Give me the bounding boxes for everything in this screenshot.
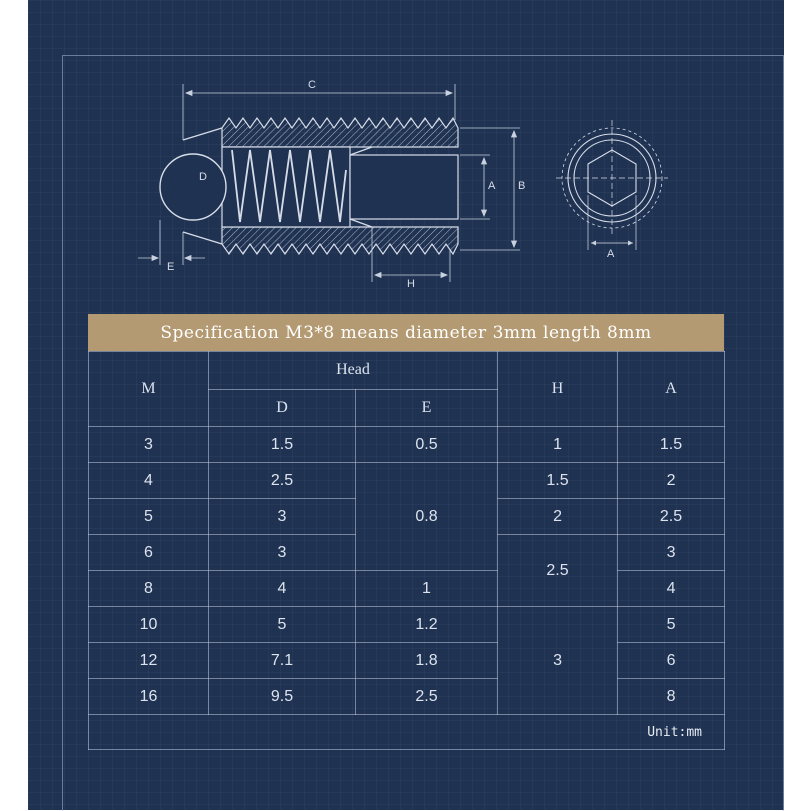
label-b: B: [518, 180, 526, 192]
cell-a: 2: [618, 463, 725, 499]
cell-d: 7.1: [209, 643, 356, 679]
cell-m: 10: [89, 607, 209, 643]
table-row: [89, 571, 725, 607]
cell-m: 8: [89, 571, 209, 607]
cell-h: 3: [498, 607, 618, 715]
header-head: Head: [209, 352, 498, 390]
table-row: [89, 643, 725, 679]
cell-e: 0.8: [356, 463, 498, 571]
cell-h: 2: [498, 499, 618, 535]
cell-m: 12: [89, 643, 209, 679]
header-e: E: [356, 389, 498, 427]
cell-m: 3: [89, 427, 209, 463]
cell-a: 8: [618, 679, 725, 715]
header-m: M: [89, 352, 209, 427]
cell-a: 5: [618, 607, 725, 643]
cell-h: 1: [498, 427, 618, 463]
cell-d: 4: [209, 571, 356, 607]
label-a: A: [488, 180, 496, 192]
cell-d: 1.5: [209, 427, 356, 463]
cell-a: 2.5: [618, 499, 725, 535]
cell-d: 3: [209, 535, 356, 571]
label-end-a: A: [607, 248, 615, 260]
cell-d: 3: [209, 499, 356, 535]
cell-e: 1: [356, 571, 498, 607]
cell-m: 5: [89, 499, 209, 535]
label-d: D: [199, 171, 207, 183]
header-h: H: [498, 352, 618, 427]
cell-a: 1.5: [618, 427, 725, 463]
table-row: [89, 679, 725, 715]
cell-a: 6: [618, 643, 725, 679]
cell-h: 1.5: [498, 463, 618, 499]
cell-m: 6: [89, 535, 209, 571]
ball: [160, 154, 226, 220]
cell-m: 4: [89, 463, 209, 499]
label-h: H: [407, 278, 415, 290]
header-d: D: [209, 389, 356, 427]
cell-e: 0.5: [356, 427, 498, 463]
label-e: E: [167, 261, 175, 273]
cell-m: 16: [89, 679, 209, 715]
unit-label: Unit:mm: [89, 715, 725, 750]
cell-e: 1.8: [356, 643, 498, 679]
technical-drawing: [0, 0, 810, 310]
table-row: [89, 463, 725, 499]
specification-table: [88, 351, 725, 750]
table-row: [89, 427, 725, 463]
cell-d: 2.5: [209, 463, 356, 499]
table-row: [89, 607, 725, 643]
header-a: A: [618, 352, 725, 427]
cell-e: 1.2: [356, 607, 498, 643]
cell-h: 2.5: [498, 535, 618, 607]
cell-e: 2.5: [356, 679, 498, 715]
end-view: [556, 120, 668, 250]
cell-a: 4: [618, 571, 725, 607]
cell-d: 9.5: [209, 679, 356, 715]
cell-d: 5: [209, 607, 356, 643]
specification-banner: Specification M3*8 means diameter 3mm length 8mm: [88, 314, 724, 351]
cell-a: 3: [618, 535, 725, 571]
dimension-e: [138, 220, 205, 265]
label-c: C: [308, 79, 316, 91]
